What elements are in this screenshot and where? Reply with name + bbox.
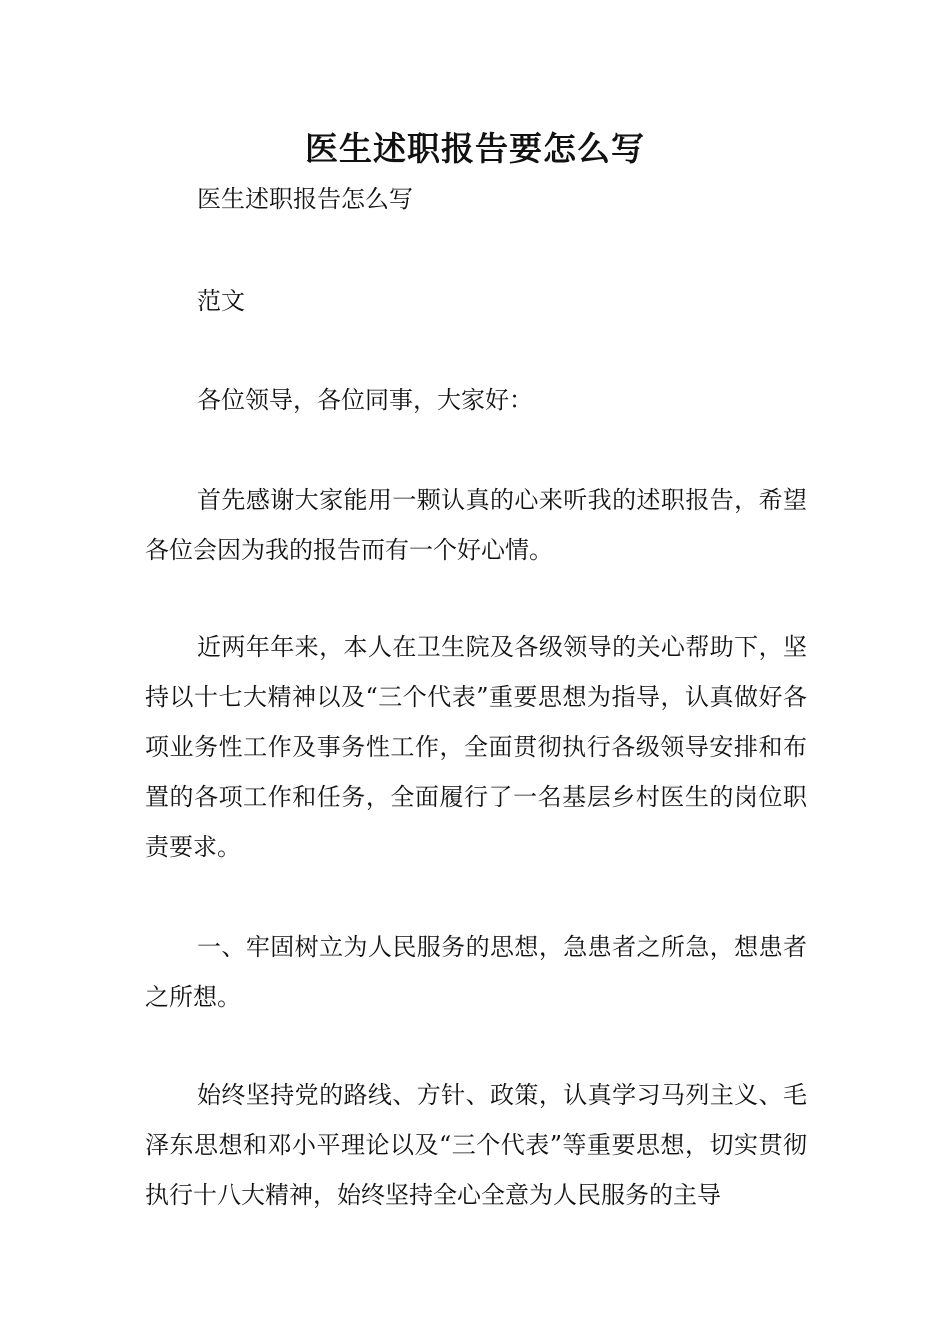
paragraph-opening: 首先感谢大家能用一颗认真的心来听我的述职报告，希望各位会因为我的报告而有一个好心情。 — [145, 486, 807, 564]
paragraph-label: 范文 — [197, 287, 245, 315]
paragraph-section-heading: 一、牢固树立为人民服务的思想，急患者之所急，想患者之所想。 — [145, 933, 807, 1011]
paragraph-subtitle: 医生述职报告怎么写 — [197, 185, 413, 213]
paragraph-greeting: 各位领导，各位同事，大家好： — [197, 386, 533, 414]
document-title: 医生述职报告要怎么写 — [305, 129, 645, 168]
paragraph-summary: 近两年年来，本人在卫生院及各级领导的关心帮助下，坚持以十七大精神以及“三个代表”重要思想为指导，认真做好各项业务性工作及事务性工作，全面贯彻执行各级领导安排和布置的各项工作和任务，全面履行了一名基层乡村医生的岗位职责要求。 — [145, 633, 807, 861]
paragraph-body: 始终坚持党的路线、方针、政策，认真学习马列主义、毛泽东思想和邓小平理论以及“三个代表”等重要思想，切实贯彻执行十八大精神，始终坚持全心全意为人民服务的主导 — [145, 1081, 807, 1209]
